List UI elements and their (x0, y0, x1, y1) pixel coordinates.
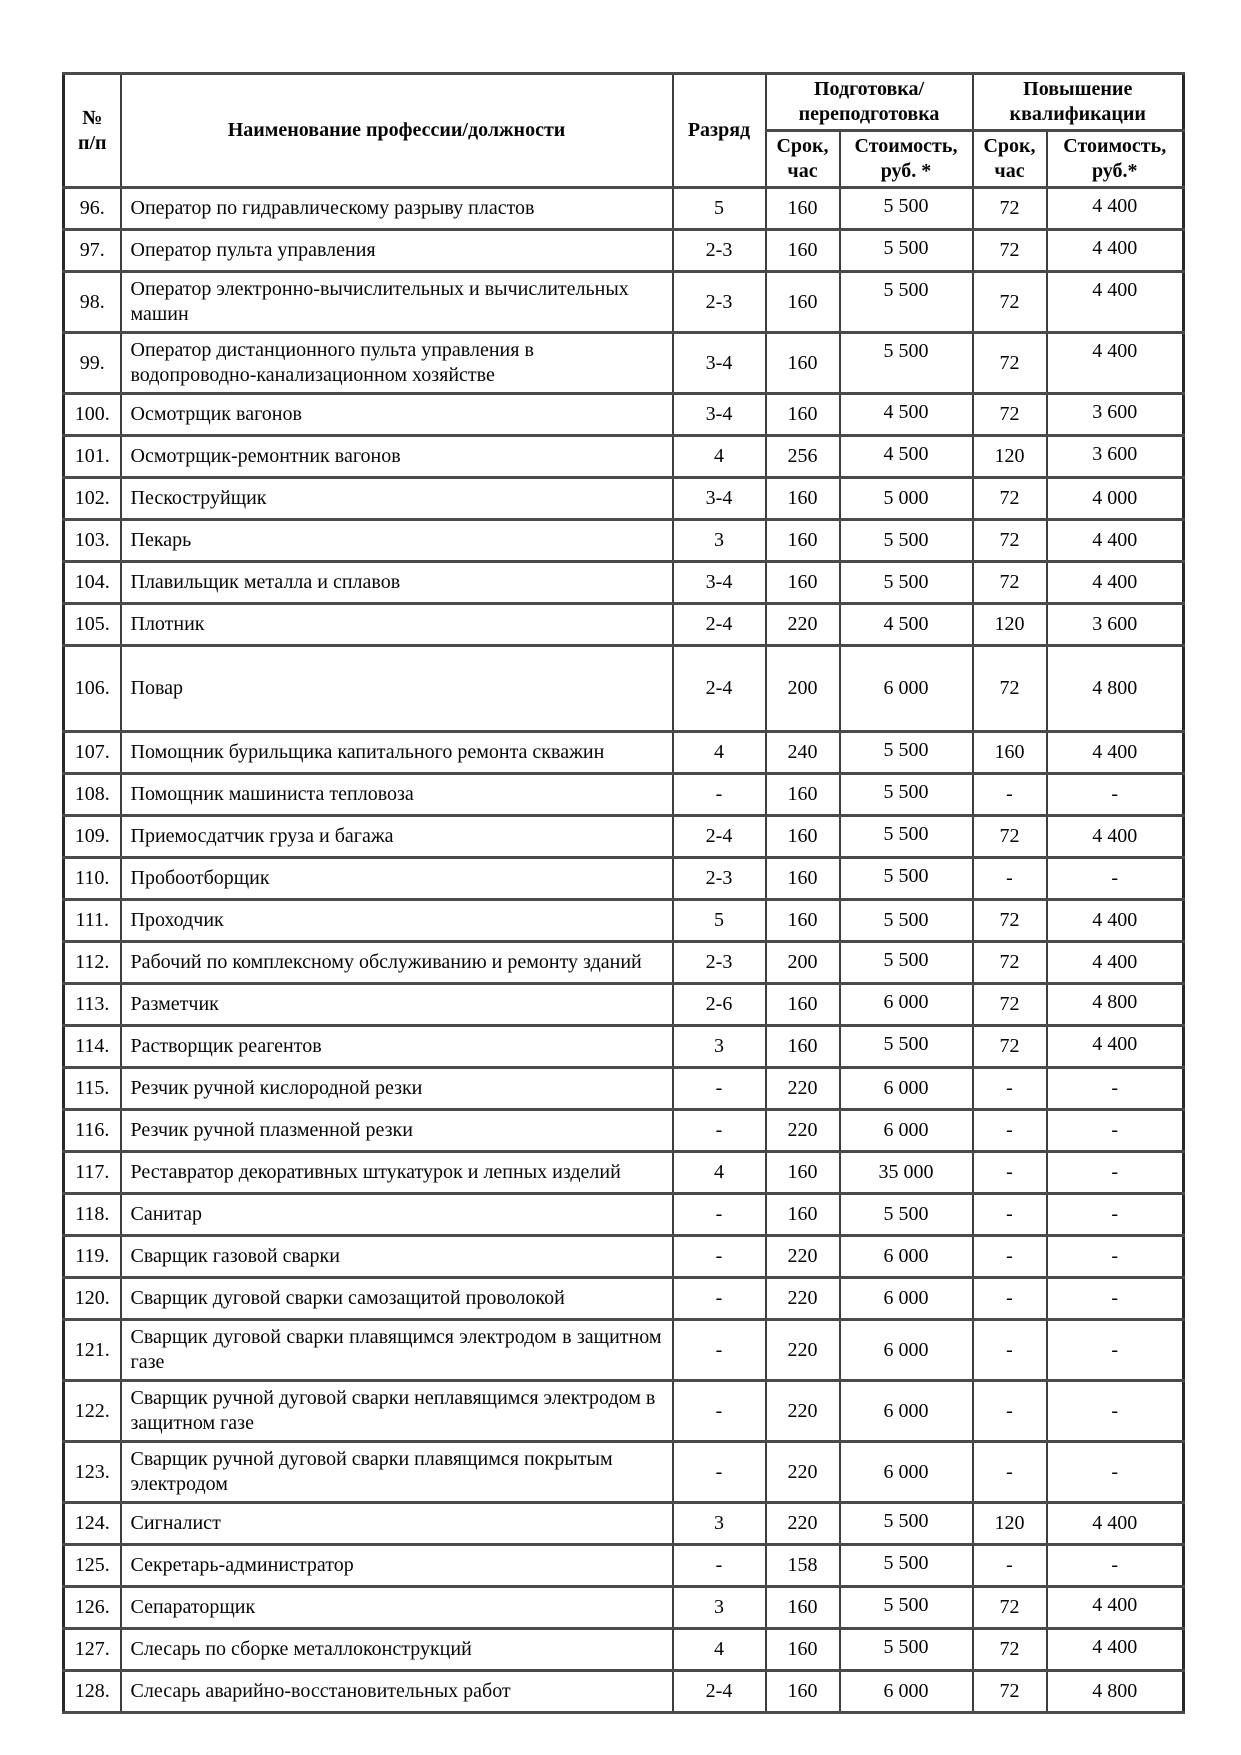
cell-grade: - (673, 1320, 766, 1381)
cell-grade: 2-6 (673, 984, 766, 1026)
cell-prep-cost: 5 500 (840, 1587, 973, 1629)
cell-qual-hours: 72 (973, 900, 1047, 942)
cell-prep-cost: 6 000 (840, 1442, 973, 1503)
cell-prep-hours: 160 (766, 333, 840, 394)
cell-prep-cost: 6 000 (840, 1110, 973, 1152)
cell-row-number: 115. (64, 1068, 121, 1110)
cell-qual-hours: - (973, 1381, 1047, 1442)
cell-qual-hours: - (973, 774, 1047, 816)
table-row (64, 858, 1184, 900)
cell-grade: - (673, 1194, 766, 1236)
cell-prep-cost: 5 500 (840, 816, 973, 858)
header-group-preparation (766, 74, 973, 131)
cell-qual-hours: 72 (973, 816, 1047, 858)
cell-qual-cost: - (1047, 1278, 1184, 1320)
cell-grade: 3-4 (673, 394, 766, 436)
cell-qual-cost: 4 400 (1047, 942, 1184, 984)
cell-prep-cost: 6 000 (840, 1320, 973, 1381)
cell-qual-hours: - (973, 1442, 1047, 1503)
cell-profession-name: Сварщик дуговой сварки самозащитой проволокой (121, 1278, 673, 1320)
cell-row-number: 96. (64, 188, 121, 230)
cell-prep-hours: 160 (766, 1587, 840, 1629)
header-prep-cost-line2: руб. * (880, 160, 932, 182)
cell-row-number: 105. (64, 604, 121, 646)
cell-row-number: 113. (64, 984, 121, 1026)
cell-prep-cost: 4 500 (840, 436, 973, 478)
cell-prep-cost: 5 500 (840, 188, 973, 230)
cell-prep-cost: 6 000 (840, 984, 973, 1026)
cell-row-number: 117. (64, 1152, 121, 1194)
table-row (64, 942, 1184, 984)
cell-qual-hours: 72 (973, 646, 1047, 732)
cell-qual-hours: 120 (973, 1503, 1047, 1545)
cell-qual-hours: - (973, 1545, 1047, 1587)
cell-profession-name: Растворщик реагентов (121, 1026, 673, 1068)
cell-prep-hours: 220 (766, 1236, 840, 1278)
table-row (64, 900, 1184, 942)
cell-grade: 2-4 (673, 1671, 766, 1713)
cell-profession-name: Оператор электронно-вычислительных и вычислительных машин (121, 272, 673, 333)
table-row (64, 816, 1184, 858)
cell-qual-cost: - (1047, 1442, 1184, 1503)
cell-grade: 2-4 (673, 604, 766, 646)
table-row (64, 520, 1184, 562)
cell-prep-cost: 5 500 (840, 1629, 973, 1671)
table-row (64, 333, 1184, 394)
table-row (64, 1026, 1184, 1068)
table-row (64, 1671, 1184, 1713)
cell-qual-hours: - (973, 1194, 1047, 1236)
cell-row-number: 124. (64, 1503, 121, 1545)
header-row-number-line2: п/п (77, 131, 107, 154)
header-row-number-line1: № (82, 106, 103, 129)
cell-profession-name: Сварщик ручной дуговой сварки плавящимся покрытым электродом (121, 1442, 673, 1503)
cell-prep-hours: 220 (766, 1381, 840, 1442)
cell-row-number: 101. (64, 436, 121, 478)
cell-row-number: 106. (64, 646, 121, 732)
cell-profession-name: Осмотрщик-ремонтник вагонов (121, 436, 673, 478)
cell-row-number: 118. (64, 1194, 121, 1236)
cell-prep-hours: 220 (766, 1503, 840, 1545)
cell-qual-hours: - (973, 1278, 1047, 1320)
cell-qual-hours: 72 (973, 1587, 1047, 1629)
cell-row-number: 125. (64, 1545, 121, 1587)
cell-prep-hours: 160 (766, 562, 840, 604)
cell-profession-name: Пробоотборщик (121, 858, 673, 900)
cell-qual-cost: - (1047, 1320, 1184, 1381)
cell-qual-cost: 4 800 (1047, 984, 1184, 1026)
cell-prep-cost: 5 500 (840, 1026, 973, 1068)
cell-prep-cost: 5 500 (840, 230, 973, 272)
cell-grade: 2-4 (673, 816, 766, 858)
cell-profession-name: Сварщик ручной дуговой сварки неплавящимся электродом в защитном газе (121, 1381, 673, 1442)
table-row (64, 1381, 1184, 1442)
cell-row-number: 114. (64, 1026, 121, 1068)
cell-grade: 5 (673, 188, 766, 230)
cell-prep-hours: 160 (766, 1671, 840, 1713)
cell-qual-cost: 4 000 (1047, 478, 1184, 520)
cell-prep-cost: 4 500 (840, 604, 973, 646)
cell-grade: 2-4 (673, 646, 766, 732)
cell-profession-name: Плотник (121, 604, 673, 646)
cell-qual-hours: 72 (973, 333, 1047, 394)
cell-qual-hours: 72 (973, 394, 1047, 436)
cell-row-number: 104. (64, 562, 121, 604)
cell-row-number: 109. (64, 816, 121, 858)
header-group-qualification-line1: Повышение (1023, 78, 1133, 100)
table-row (64, 604, 1184, 646)
cell-grade: 2-3 (673, 942, 766, 984)
header-profession-name: Наименование профессии/должности (121, 74, 673, 188)
cell-row-number: 102. (64, 478, 121, 520)
cell-prep-cost: 5 500 (840, 1194, 973, 1236)
cell-qual-cost: - (1047, 774, 1184, 816)
cell-qual-hours: 120 (973, 436, 1047, 478)
table-row (64, 732, 1184, 774)
cell-qual-hours: - (973, 1068, 1047, 1110)
cell-qual-hours: - (973, 1236, 1047, 1278)
header-qual-term-line2: час (994, 160, 1025, 182)
table-row (64, 1545, 1184, 1587)
cell-grade: 3 (673, 1503, 766, 1545)
cell-qual-cost: 4 400 (1047, 1587, 1184, 1629)
cell-qual-cost: - (1047, 1110, 1184, 1152)
cell-prep-hours: 160 (766, 1152, 840, 1194)
header-group-preparation-line1: Подготовка/ (813, 78, 925, 100)
cell-prep-hours: 220 (766, 1278, 840, 1320)
cell-prep-cost: 5 500 (840, 774, 973, 816)
cell-profession-name: Плавильщик металла и сплавов (121, 562, 673, 604)
header-group-preparation-line2: переподготовка (798, 103, 940, 125)
cell-profession-name: Проходчик (121, 900, 673, 942)
cell-qual-cost: 4 400 (1047, 1629, 1184, 1671)
table-row (64, 230, 1184, 272)
table-row (64, 1629, 1184, 1671)
cell-prep-hours: 160 (766, 478, 840, 520)
cell-profession-name: Резчик ручной плазменной резки (121, 1110, 673, 1152)
cell-qual-cost: - (1047, 1152, 1184, 1194)
cell-row-number: 100. (64, 394, 121, 436)
cell-qual-cost: 4 400 (1047, 1026, 1184, 1068)
cell-prep-cost: 5 500 (840, 562, 973, 604)
cell-profession-name: Сварщик дуговой сварки плавящимся электродом в защитном газе (121, 1320, 673, 1381)
cell-prep-hours: 160 (766, 774, 840, 816)
cell-profession-name: Рабочий по комплексному обслуживанию и ремонту зданий (121, 942, 673, 984)
cell-qual-hours: 72 (973, 188, 1047, 230)
cell-prep-cost: 6 000 (840, 1236, 973, 1278)
cell-profession-name: Сепараторщик (121, 1587, 673, 1629)
cell-grade: 5 (673, 900, 766, 942)
cell-prep-cost: 6 000 (840, 1381, 973, 1442)
cell-prep-hours: 160 (766, 188, 840, 230)
cell-qual-cost: 4 400 (1047, 333, 1184, 394)
cell-row-number: 119. (64, 1236, 121, 1278)
cell-grade: 2-3 (673, 230, 766, 272)
cell-prep-cost: 5 500 (840, 900, 973, 942)
cell-qual-hours: 72 (973, 520, 1047, 562)
cell-profession-name: Повар (121, 646, 673, 732)
cell-qual-hours: 72 (973, 562, 1047, 604)
cell-qual-cost: - (1047, 1236, 1184, 1278)
cell-qual-cost: 4 400 (1047, 1503, 1184, 1545)
cell-prep-hours: 160 (766, 900, 840, 942)
cell-prep-hours: 220 (766, 604, 840, 646)
table-row (64, 1278, 1184, 1320)
cell-grade: 4 (673, 1152, 766, 1194)
cell-prep-cost: 6 000 (840, 646, 973, 732)
cell-qual-cost: - (1047, 1381, 1184, 1442)
cell-profession-name: Резчик ручной кислородной резки (121, 1068, 673, 1110)
cell-row-number: 116. (64, 1110, 121, 1152)
cell-profession-name: Слесарь по сборке металлоконструкций (121, 1629, 673, 1671)
cell-prep-hours: 160 (766, 272, 840, 333)
cell-prep-hours: 160 (766, 394, 840, 436)
table-row (64, 1587, 1184, 1629)
cell-qual-cost: 4 400 (1047, 230, 1184, 272)
cell-prep-hours: 160 (766, 1194, 840, 1236)
cell-prep-hours: 220 (766, 1068, 840, 1110)
cell-profession-name: Разметчик (121, 984, 673, 1026)
header-group-qualification-line2: квалификации (1009, 103, 1146, 125)
cell-qual-hours: - (973, 858, 1047, 900)
header-prep-cost-line1: Стоимость, (854, 135, 958, 157)
cell-row-number: 111. (64, 900, 121, 942)
cell-row-number: 121. (64, 1320, 121, 1381)
cell-prep-hours: 160 (766, 858, 840, 900)
cell-qual-cost: 4 400 (1047, 816, 1184, 858)
cell-qual-hours: 72 (973, 1629, 1047, 1671)
cell-row-number: 99. (64, 333, 121, 394)
cell-prep-hours: 160 (766, 1629, 840, 1671)
cell-row-number: 103. (64, 520, 121, 562)
cell-prep-cost: 5 000 (840, 478, 973, 520)
header-qual-cost (1047, 131, 1184, 188)
cell-profession-name: Санитар (121, 1194, 673, 1236)
header-qual-cost-line1: Стоимость, (1063, 135, 1167, 157)
cell-prep-cost: 5 500 (840, 1503, 973, 1545)
cell-profession-name: Оператор пульта управления (121, 230, 673, 272)
header-grade: Разряд (673, 74, 766, 188)
cell-prep-hours: 256 (766, 436, 840, 478)
header-qual-term (973, 131, 1047, 188)
table-row (64, 436, 1184, 478)
cell-grade: - (673, 1545, 766, 1587)
cell-prep-cost: 5 500 (840, 520, 973, 562)
cell-prep-cost: 4 500 (840, 394, 973, 436)
cell-prep-cost: 5 500 (840, 272, 973, 333)
table-row (64, 562, 1184, 604)
table-row (64, 1236, 1184, 1278)
header-row-number (64, 74, 121, 188)
cell-qual-cost: - (1047, 1545, 1184, 1587)
cell-qual-cost: 3 600 (1047, 604, 1184, 646)
cell-qual-hours: 72 (973, 272, 1047, 333)
table-row (64, 984, 1184, 1026)
cell-qual-hours: 72 (973, 1671, 1047, 1713)
cell-prep-hours: 160 (766, 1026, 840, 1068)
cell-row-number: 122. (64, 1381, 121, 1442)
cell-qual-hours: 72 (973, 478, 1047, 520)
cell-qual-cost: 4 400 (1047, 272, 1184, 333)
cell-profession-name: Оператор по гидравлическому разрыву пластов (121, 188, 673, 230)
cell-prep-cost: 6 000 (840, 1671, 973, 1713)
cell-grade: 4 (673, 732, 766, 774)
cell-prep-cost: 35 000 (840, 1152, 973, 1194)
table-row (64, 1068, 1184, 1110)
cell-grade: - (673, 1381, 766, 1442)
table-row (64, 646, 1184, 732)
cell-qual-cost: 4 400 (1047, 520, 1184, 562)
cell-grade: 3 (673, 520, 766, 562)
cell-row-number: 128. (64, 1671, 121, 1713)
cell-prep-hours: 200 (766, 646, 840, 732)
header-qual-cost-line2: руб.* (1091, 160, 1138, 182)
cell-prep-hours: 220 (766, 1442, 840, 1503)
cell-grade: - (673, 774, 766, 816)
table-row (64, 394, 1184, 436)
cell-grade: - (673, 1236, 766, 1278)
cell-qual-cost: - (1047, 1068, 1184, 1110)
cell-prep-hours: 160 (766, 816, 840, 858)
cell-profession-name: Реставратор декоративных штукатурок и лепных изделий (121, 1152, 673, 1194)
cell-profession-name: Слесарь аварийно-восстановительных работ (121, 1671, 673, 1713)
cell-prep-hours: 160 (766, 984, 840, 1026)
cell-grade: 3 (673, 1587, 766, 1629)
cell-prep-cost: 5 500 (840, 333, 973, 394)
cell-grade: - (673, 1068, 766, 1110)
table-row (64, 1442, 1184, 1503)
cell-prep-hours: 200 (766, 942, 840, 984)
cell-qual-cost: 4 400 (1047, 732, 1184, 774)
cell-grade: - (673, 1442, 766, 1503)
cell-qual-cost: 4 400 (1047, 188, 1184, 230)
cell-grade: 2-3 (673, 272, 766, 333)
table-header (64, 74, 1184, 188)
cell-row-number: 98. (64, 272, 121, 333)
header-group-row (64, 74, 1184, 131)
cell-qual-hours: 72 (973, 984, 1047, 1026)
cell-qual-cost: 3 600 (1047, 394, 1184, 436)
cell-grade: 3-4 (673, 333, 766, 394)
cell-prep-cost: 5 500 (840, 858, 973, 900)
cell-row-number: 126. (64, 1587, 121, 1629)
cell-profession-name: Сигналист (121, 1503, 673, 1545)
cell-prep-hours: 220 (766, 1320, 840, 1381)
cell-row-number: 112. (64, 942, 121, 984)
cell-qual-cost: - (1047, 1194, 1184, 1236)
cell-qual-cost: 4 400 (1047, 562, 1184, 604)
table-row (64, 272, 1184, 333)
cell-prep-hours: 160 (766, 520, 840, 562)
cell-grade: 2-3 (673, 858, 766, 900)
cell-profession-name: Приемосдатчик груза и багажа (121, 816, 673, 858)
cell-qual-cost: 3 600 (1047, 436, 1184, 478)
header-group-qualification (973, 74, 1184, 131)
cell-grade: 3-4 (673, 562, 766, 604)
cell-profession-name: Пескоструйщик (121, 478, 673, 520)
cell-qual-cost: - (1047, 858, 1184, 900)
cell-qual-cost: 4 400 (1047, 900, 1184, 942)
cell-prep-cost: 6 000 (840, 1278, 973, 1320)
cell-grade: - (673, 1110, 766, 1152)
cell-qual-hours: 120 (973, 604, 1047, 646)
cell-qual-hours: 72 (973, 230, 1047, 272)
cell-profession-name: Помощник машиниста тепловоза (121, 774, 673, 816)
professions-training-table (62, 72, 1185, 1714)
cell-row-number: 108. (64, 774, 121, 816)
table-row (64, 1503, 1184, 1545)
table-row (64, 1110, 1184, 1152)
cell-qual-cost: 4 800 (1047, 1671, 1184, 1713)
cell-grade: 4 (673, 436, 766, 478)
cell-prep-hours: 160 (766, 230, 840, 272)
cell-row-number: 97. (64, 230, 121, 272)
cell-prep-cost: 5 500 (840, 1545, 973, 1587)
cell-grade: 4 (673, 1629, 766, 1671)
cell-prep-cost: 5 500 (840, 732, 973, 774)
cell-qual-hours: - (973, 1110, 1047, 1152)
cell-profession-name: Пекарь (121, 520, 673, 562)
header-prep-term-line2: час (787, 160, 818, 182)
cell-qual-hours: - (973, 1320, 1047, 1381)
cell-prep-hours: 220 (766, 1110, 840, 1152)
cell-qual-hours: 72 (973, 1026, 1047, 1068)
header-prep-term (766, 131, 840, 188)
header-qual-term-line1: Срок, (983, 135, 1036, 157)
cell-profession-name: Осмотрщик вагонов (121, 394, 673, 436)
cell-row-number: 127. (64, 1629, 121, 1671)
table-row (64, 188, 1184, 230)
cell-profession-name: Помощник бурильщика капитального ремонта скважин (121, 732, 673, 774)
table-body (64, 188, 1184, 1713)
cell-profession-name: Сварщик газовой сварки (121, 1236, 673, 1278)
cell-grade: 3-4 (673, 478, 766, 520)
cell-prep-hours: 240 (766, 732, 840, 774)
cell-qual-cost: 4 800 (1047, 646, 1184, 732)
cell-qual-hours: 72 (973, 942, 1047, 984)
header-prep-cost (840, 131, 973, 188)
table-row (64, 1194, 1184, 1236)
table-row (64, 478, 1184, 520)
cell-grade: 3 (673, 1026, 766, 1068)
cell-row-number: 110. (64, 858, 121, 900)
cell-prep-cost: 5 500 (840, 942, 973, 984)
cell-prep-hours: 158 (766, 1545, 840, 1587)
cell-qual-hours: - (973, 1152, 1047, 1194)
table-row (64, 774, 1184, 816)
cell-row-number: 123. (64, 1442, 121, 1503)
cell-prep-cost: 6 000 (840, 1068, 973, 1110)
cell-row-number: 120. (64, 1278, 121, 1320)
table-row (64, 1320, 1184, 1381)
cell-row-number: 107. (64, 732, 121, 774)
table-row (64, 1152, 1184, 1194)
cell-grade: - (673, 1278, 766, 1320)
header-prep-term-line1: Срок, (776, 135, 829, 157)
cell-profession-name: Оператор дистанционного пульта управления в водопроводно-канализационном хозяйстве (121, 333, 673, 394)
cell-qual-hours: 160 (973, 732, 1047, 774)
cell-profession-name: Секретарь-администратор (121, 1545, 673, 1587)
